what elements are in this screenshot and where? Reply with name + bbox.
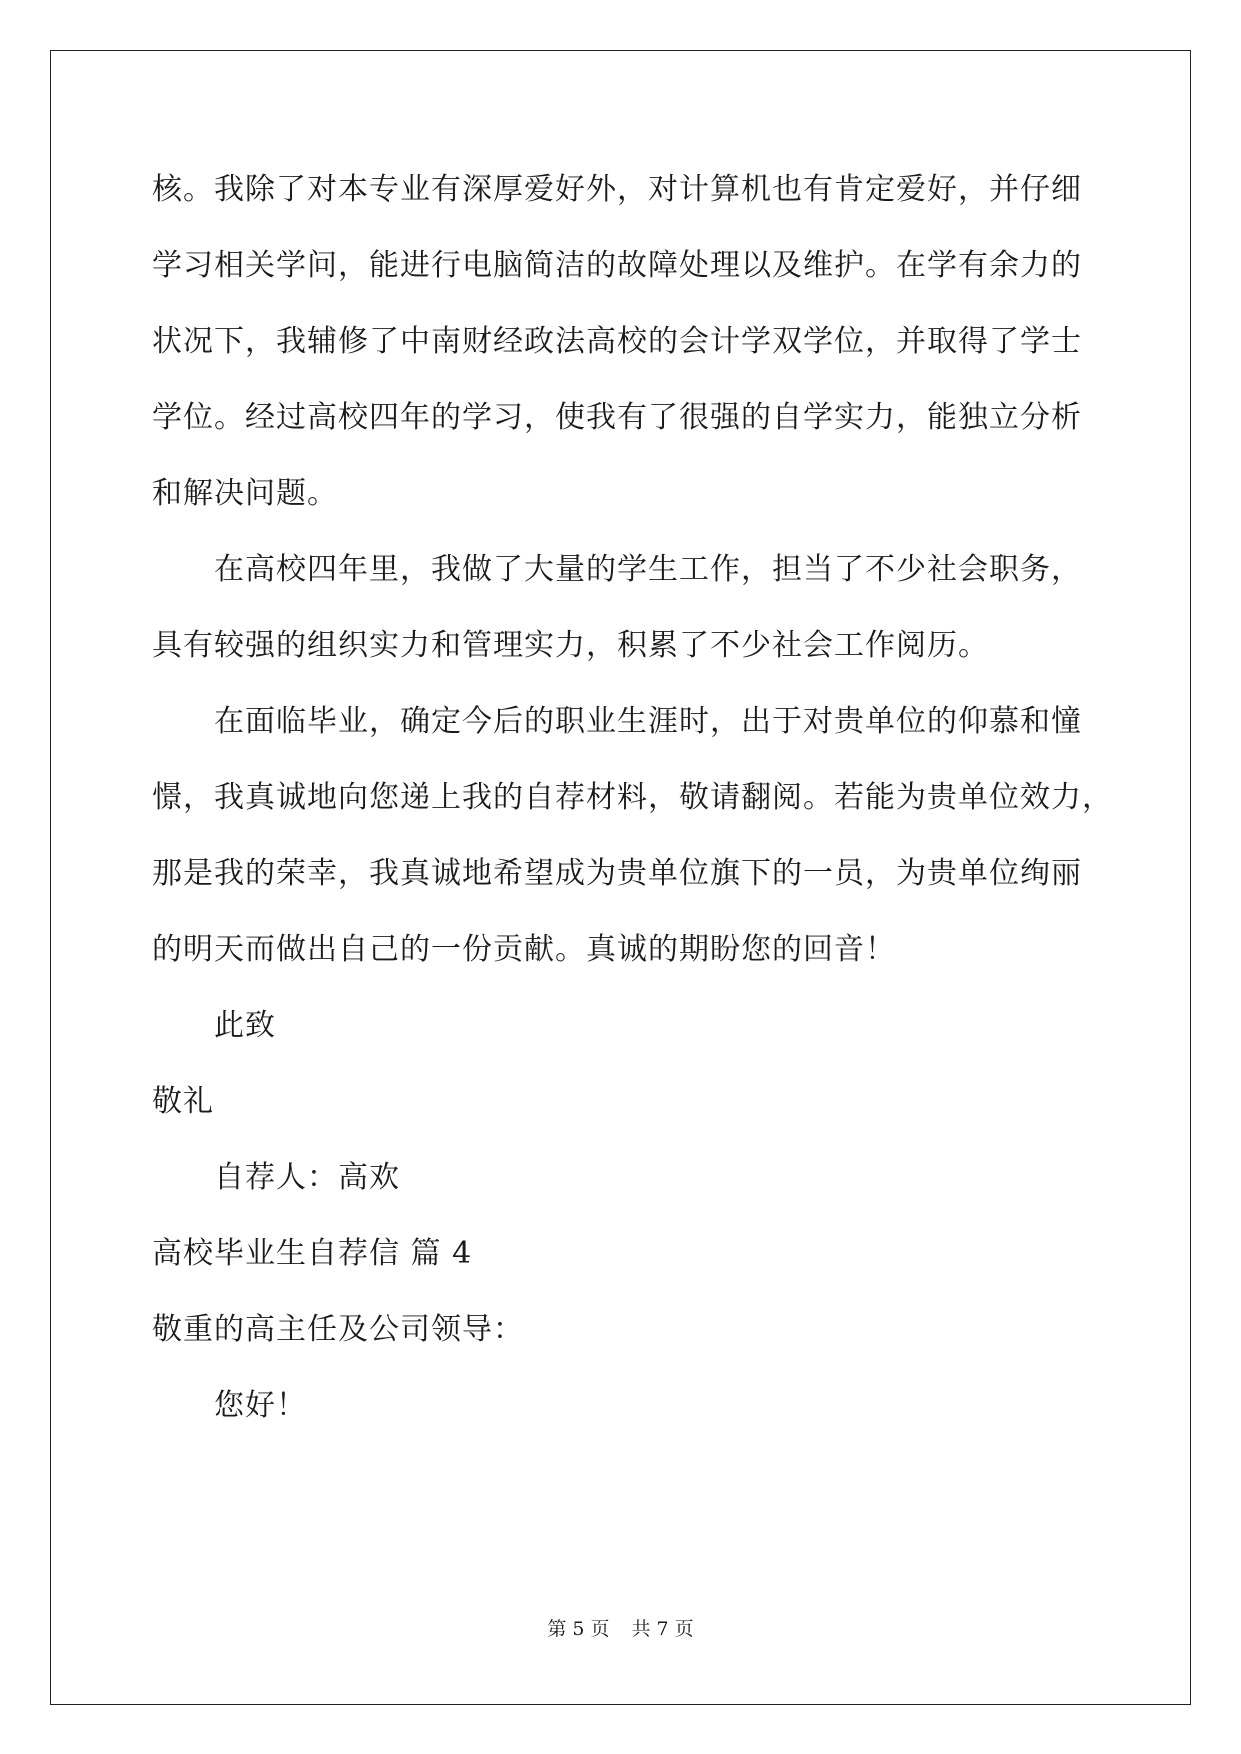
paragraph-line: 在高校四年里，我做了大量的学生工作，担当了不少社会职务， [214,552,1082,587]
letter-greeting: 敬重的高主任及公司领导： [152,1312,524,1347]
paragraph-line: 在面临毕业，确定今后的职业生涯时，出于对贵单位的仰慕和憧 [214,704,1082,739]
paragraph-line: 和解决问题。 [152,476,338,511]
paragraph-line: 核。我除了对本专业有深厚爱好外，对计算机也有肯定爱好，并仔细 [152,172,1082,207]
signature: 自荐人：高欢 [214,1160,400,1195]
paragraph-line: 学习相关学问，能进行电脑简洁的故障处理以及维护。在学有余力的 [152,248,1082,283]
paragraph-line: 的明天而做出自己的一份贡献。真诚的期盼您的回音！ [152,932,896,967]
page-footer [0,1617,1241,1641]
letter-opening: 您好！ [214,1388,307,1423]
paragraph-line: 憬，我真诚地向您递上我的自荐材料，敬请翻阅。若能为贵单位效力， [152,780,1113,815]
paragraph-line: 学位。经过高校四年的学习，使我有了很强的自学实力，能独立分析 [152,400,1082,435]
closing-regards: 敬礼 [152,1084,214,1119]
paragraph-line: 状况下，我辅修了中南财经政法高校的会计学双学位，并取得了学士 [152,324,1082,359]
page-total: 共 7 页 [631,1618,694,1640]
page-number: 第 5 页 [547,1618,610,1640]
closing-salutation: 此致 [214,1008,276,1043]
paragraph-line: 具有较强的组织实力和管理实力，积累了不少社会工作阅历。 [152,628,989,663]
section-heading: 高校毕业生自荐信 篇 4 [152,1236,473,1271]
paragraph-line: 那是我的荣幸，我真诚地希望成为贵单位旗下的一员，为贵单位绚丽 [152,856,1082,891]
